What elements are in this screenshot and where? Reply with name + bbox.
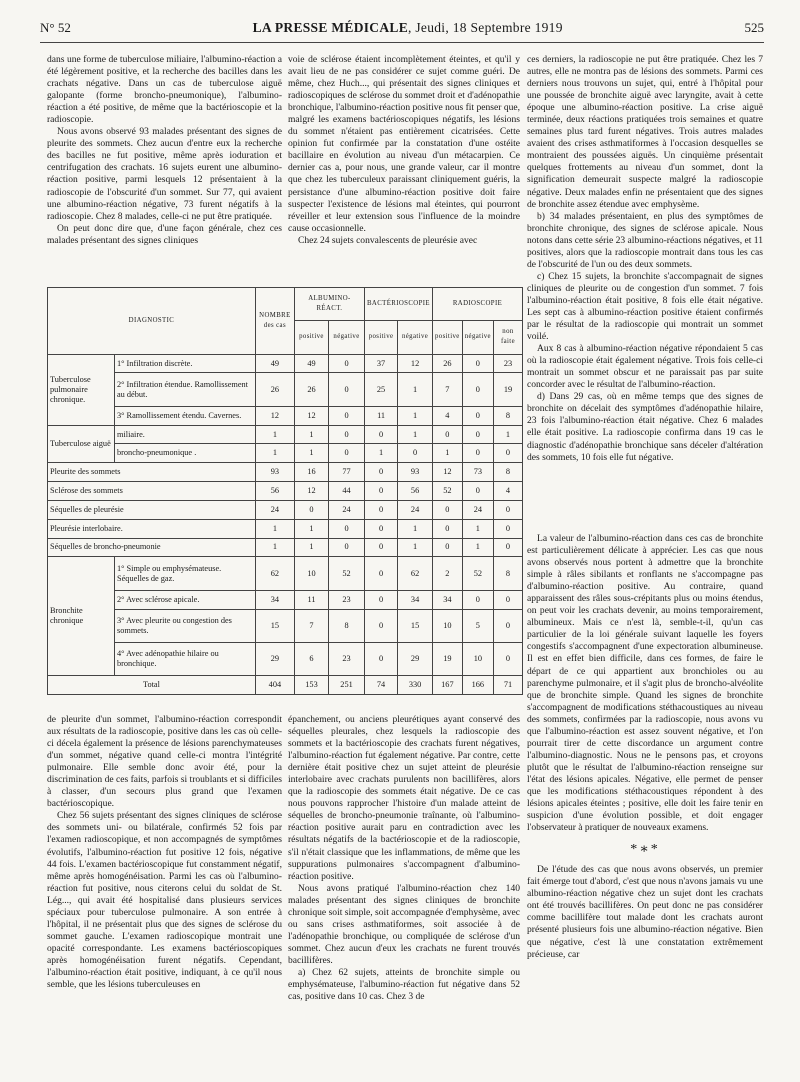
cell: 12 [433,463,463,482]
cell: 0 [329,354,365,373]
subheader-positive: positive [433,321,463,354]
row-label: Pleurite des sommets [48,463,256,482]
cell: 25 [364,373,397,406]
cell: 0 [433,538,463,557]
cell: 0 [364,557,397,590]
cell: 0 [364,609,397,642]
table-row [48,463,523,482]
cell: 44 [329,482,365,501]
cell: 23 [493,354,522,373]
section-separator: *∗* [630,842,660,858]
cell: 74 [364,676,397,695]
cell: 1 [294,519,328,538]
paragraph: Chez 56 sujets présentant des signes cliniques de sclérose des sommets uni- ou bilatérale, confirmés 52 fois par l'examen radioscopique, et non accompagnés de symptômes évolutifs, l'albumino-réaction fut positive 12 fois, négative 44 fois. L'examen bactérioscopique fut constamment négatif, même après homogénéisation. Parmi les cas où l'albumino-réaction fut positive, nous citerons celui du soldat de St. Lég..., qui avait été hospitalisé dans plusieurs services spéciaux pour tuberculose pulmonaire. A son entrée à l'hôpital, il ne présentait plus que des signes de sclérose du sommet gauche. L'examen radioscopique montrait une opacité correspondante. Les examens bactérioscopiques après homogénéisation furent négatifs. Cependant, l'albumino-réaction était positive, indiquant, à ce qu'il nous semble, que les lésions tuberculeuses en [47,810,282,991]
column-3-top [527,54,763,464]
column-1-bottom [47,714,282,991]
paragraph: épanchement, ou anciens pleurétiques ayant conservé des séquelles pleurales, chez lesquels la radioscopie des sommets et la bactérioscopie des crachats furent négatives, l'albumino-réaction fut également négative. Par contre, cette dernière était positive chez un sujet atteint de pleurésie interlobaire avec crachats purulents non bacillifères, alors que la radioscopie des sommets était négative. De ce cas nous pouvons rapprocher l'histoire d'un malade atteint de séquelles de broncho-pneumonie traînante, où l'albumino-réaction positive aurait paru en contradiction avec les résultats négatifs de la bactérioscopie et de la radioscopie, s'il n'était classique que les inflammations, de même que les suppurations pulmonaires s'accompagnent d'albumino-réaction positive. [288,714,520,882]
cell: 0 [433,500,463,519]
cell: 1 [462,538,493,557]
cell: 1 [493,425,522,444]
cell: 62 [255,557,294,590]
cell: 0 [462,354,493,373]
cell: 0 [329,519,365,538]
subheader-positive: positive [294,321,328,354]
cell: 93 [255,463,294,482]
group-tuberculose-aigue: Tuberculose aiguë [48,425,115,463]
paragraph: de pleurite d'un sommet, l'albumino-réaction correspondit aux résultats de la radioscopie, positive dans les cas où celle-ci décela également la présence de lésions parenchymateuses d'un sommet, négative quand celle-ci montra l'intégrité pulmonaire. Elle semble donc avoir été, pour la discrimination de ces faits, parfois si troublants et si difficiles à classer, d'un secours plus grand que l'examen bactérioscopique. [47,714,282,810]
paragraph: De l'étude des cas que nous avons observés, un premier fait émerge tout d'abord, c'est que nous n'avons jamais vu une albumino-réaction négative chez un sujet dont les crachats ont été trouvés bacillifères. On peut donc ne pas considérer comme bacillifère tout malade dont les crachats auront présenté plusieurs fois une albumino-réaction négative. Bien que négative, c'est là une constatation extrêmement précieuse, car [527,864,763,960]
cell: 2 [433,557,463,590]
cell: 1 [255,444,294,463]
cell: 29 [255,642,294,675]
cell: 26 [255,373,294,406]
cell: 26 [433,354,463,373]
cell: 1 [398,425,433,444]
cell: 1 [255,538,294,557]
cell: 10 [433,609,463,642]
paragraph: dans une forme de tuberculose miliaire, l'albumino-réaction a été légèrement positive, et la recherche des bacilles dans les crachats négative. Dans un cas de tuberculose aiguë galopante (forme broncho-pneumonique), l'albumino-réaction a été positive, de même que la bactérioscopie et la radioscopie. [47,54,282,126]
cell: 0 [364,538,397,557]
row-label: 1° Simple ou emphysémateuse. Séquelles de gaz. [115,557,256,590]
cell: 24 [255,500,294,519]
row-label: Total [48,676,256,695]
cell: 1 [398,373,433,406]
cell: 1 [294,425,328,444]
table-header-row [48,288,523,321]
table-row [48,642,523,675]
cell: 0 [462,425,493,444]
paragraph: Nous avons observé 93 malades présentant des signes de pleurite des sommets. Chez aucun d'entre eux la recherche des bacilles ne fut positive, même après ioduration et centrifugation des crachats. 16 sujets eurent une albumino-réaction positive, parmi lesquels 12 présentaient à la radioscopie de l'obscurité d'un sommet. Sur 77, qui avaient une albumino-réaction négative, 73 furent négatifs à la radioscopie. Chez 8 malades, celle-ci ne put être pratiquée. [47,126,282,222]
diagnostic-table [47,287,523,695]
cell: 12 [294,406,328,425]
cell: 166 [462,676,493,695]
cell: 26 [294,373,328,406]
cell: 19 [433,642,463,675]
table-row [48,354,523,373]
cell: 1 [255,519,294,538]
table-total-row [48,676,523,695]
cell: 0 [364,482,397,501]
paragraph: Chez 24 sujets convalescents de pleurésie avec [298,234,478,246]
paragraph: Aux 8 cas à albumino-réaction négative répondaient 5 cas où la radioscopie était également négative. Trois fois celle-ci montrait un sommet obscur et ne paraissait pas par suite concorder avec le résultat de l'albumino-réaction. [527,343,763,391]
paragraph: d) Dans 29 cas, où en même temps que des signes de bronchite on décelait des symptômes d'adénopathie hilaire, 23 fois l'albumino-réaction était négative. Chez 6 malades elle était positive. La radioscopie confirma dans 19 cas le diagnostic d'adénopathie bronchique sans déceler d'altération des sommets, 10 fois elle fut négative. [527,391,763,463]
cell: 12 [294,482,328,501]
journal-title [253,20,563,36]
paragraph: c) Chez 15 sujets, la bronchite s'accompagnait de signes cliniques de pleurite ou de congestion d'un sommet. 7 fois l'albumino-réaction était positive, 8 fois elle était négative. Les sept cas à albumino-réaction positive étaient confirmés par le résultat de la radioscopie qui montrait un sommet voilé. [527,270,763,343]
cell: 0 [462,590,493,609]
cell: 0 [398,444,433,463]
table-row [48,482,523,501]
cell: 0 [364,500,397,519]
cell: 0 [329,538,365,557]
header-diagnostic: DIAGNOSTIC [48,288,256,355]
cell: 0 [364,590,397,609]
cell: 49 [255,354,294,373]
cell: 1 [462,519,493,538]
cell: 0 [329,425,365,444]
issue-date: , Jeudi, 18 Septembre 1919 [408,20,563,35]
cell: 62 [398,557,433,590]
row-label: 4° Avec adénopathie hilaire ou bronchique. [115,642,256,675]
subheader-positive: positive [364,321,397,354]
paragraph: a) Chez 62 sujets, atteints de bronchite simple ou emphysémateuse, l'albumino-réaction fut négative dans 52 cas, positive dans 10 cas. Chez 3 de [288,966,520,1003]
cell: 1 [433,444,463,463]
table-row [48,557,523,590]
column-3-bottom [527,533,763,961]
table-row [48,373,523,406]
page-header [40,20,764,43]
table-row [48,425,523,444]
subheader-negative: négative [398,321,433,354]
row-label: 3° Ramollissement étendu. Cavernes. [115,406,256,425]
cell: 1 [398,519,433,538]
cell: 15 [398,609,433,642]
cell: 34 [433,590,463,609]
cell: 34 [398,590,433,609]
cell: 167 [433,676,463,695]
cell: 0 [364,425,397,444]
cell: 0 [462,444,493,463]
header-albumino: ALBUMINO-RÉACT. [294,288,364,321]
paragraph: On peut donc dire que, d'une façon générale, chez ces malades présentant des signes cliniques [47,222,282,246]
column-2-top [288,54,520,247]
row-label: Pleurésie interlobaire. [48,519,256,538]
cell: 1 [255,425,294,444]
subheader-negative: négative [462,321,493,354]
cell: 56 [398,482,433,501]
subheader-negative: négative [329,321,365,354]
cell: 15 [255,609,294,642]
cell: 0 [433,425,463,444]
cell: 153 [294,676,328,695]
cell: 19 [493,373,522,406]
cell: 29 [398,642,433,675]
row-label: Sclérose des sommets [48,482,256,501]
cell: 7 [294,609,328,642]
issue-number: N° 52 [40,20,71,35]
cell: 23 [329,642,365,675]
cell: 8 [493,557,522,590]
cell: 0 [364,519,397,538]
row-label: 2° Infiltration étendue. Ramollissement au début. [115,373,256,406]
table-row [48,538,523,557]
cell: 1 [294,444,328,463]
cell: 52 [433,482,463,501]
cell: 8 [329,609,365,642]
table-row [48,406,523,425]
header-nombre: NOMBRE des cas [255,288,294,355]
cell: 0 [462,406,493,425]
cell: 52 [329,557,365,590]
table-row [48,609,523,642]
cell: 23 [329,590,365,609]
cell: 1 [398,538,433,557]
cell: 12 [398,354,433,373]
cell: 11 [364,406,397,425]
cell: 24 [398,500,433,519]
cell: 251 [329,676,365,695]
row-label: Séquelles de pleurésie [48,500,256,519]
subheader-non-faite: non faite [493,321,522,354]
table-row [48,519,523,538]
group-bronchite-chronique: Bronchite chronique [48,557,115,676]
paragraph: b) 34 malades présentaient, en plus des symptômes de bronchite chronique, des signes de sclérose apicale. Nous notons dans cette série 23 albumino-réactions négatives, et 11 positives, alors que la radioscopie montrait dans tous les cas de l'obscurité de l'un ou des deux sommets. [527,210,763,270]
page-number: 525 [744,20,764,35]
cell: 0 [493,519,522,538]
paragraph: Nous avons pratiqué l'albumino-réaction chez 140 malades présentant des signes cliniques de bronchite chronique soit simple, soit accompagnée d'emphysème, avec ou sans crises asthmatiformes, soit associée à de l'adénopathie bronchique, ou compliquée de sclérose d'un sommet. Chez aucun d'eux les crachats ne furent trouvés bacillifères. [288,882,520,966]
header-radio: RADIOSCOPIE [433,288,523,321]
cell: 0 [493,538,522,557]
row-label: 3° Avec pleurite ou congestion des sommets. [115,609,256,642]
cell: 16 [294,463,328,482]
table-row [48,590,523,609]
cell: 24 [462,500,493,519]
column-1-top [47,54,282,247]
cell: 24 [329,500,365,519]
cell: 37 [364,354,397,373]
table-row [48,500,523,519]
cell: 5 [462,609,493,642]
cell: 8 [493,463,522,482]
cell: 12 [255,406,294,425]
cell: 0 [364,463,397,482]
cell: 404 [255,676,294,695]
paragraph: ces derniers, la radioscopie ne put être pratiquée. Chez les 7 autres, elle ne montra pas de lésions des sommets. Parmi ces derniers nous trouvons un sujet, qui, entré à l'hôpital pour une poussée de bronchite aiguë avec laryngite, avait à cette époque une albumino-réaction positive. La crise aiguë terminée, deux réactions pratiquées trois semaines et quatre semaines plus tard furent négatives. Trois autres malades avaient des crises asthmatiformes à l'occasion desquelles se montraient des poussées aiguës. Un cinquième présentait quelques frottements au niveau d'un sommet, dont la signification demeurait suspecte malgré la radioscopie négative. Deux malades enfin ne présentaient que des signes de bronchite assez étendue avec emphysème. [527,54,763,210]
cell: 0 [329,406,365,425]
cell: 1 [364,444,397,463]
cell: 6 [294,642,328,675]
cell: 0 [462,373,493,406]
cell: 0 [329,373,365,406]
cell: 93 [398,463,433,482]
cell: 0 [433,519,463,538]
row-label: miliaire. [115,425,256,444]
cell: 0 [493,609,522,642]
cell: 330 [398,676,433,695]
cell: 1 [294,538,328,557]
cell: 71 [493,676,522,695]
cell: 4 [433,406,463,425]
cell: 56 [255,482,294,501]
group-tuberculose-chronique: Tuberculose pulmonaire chronique. [48,354,115,425]
cell: 34 [255,590,294,609]
cell: 0 [462,482,493,501]
column-2-bottom [288,714,520,1003]
row-label: Séquelles de broncho-pneumonie [48,538,256,557]
cell: 0 [493,500,522,519]
row-label: 1° Infiltration discrète. [115,354,256,373]
row-label: 2° Avec sclérose apicale. [115,590,256,609]
paragraph: La valeur de l'albumino-réaction dans ces cas de bronchite est particulièrement délicate à apprécier. Les cas que nous avons observés nous portent à admettre que la bronchite simple à râles sibilants et ronflants ne s'accompagne pas d'albumino-réaction positive. Au contraire, quand apparaissent des râles sous-crépitants plus ou moins étendus, on peut voir les crachats devenir, au moins temporairement, albumineux. Mais ce n'est là, semble-t-il, qu'un cas particulier de la loi générale suivant laquelle les foyers congestifs s'accompagnent d'une expectoration albumineuse. Il est en effet bien difficile, dans ces formes, de faire le départ de ce qui appartient aux bronchioles ou au parenchyme pulmonaire, et il s'agit plus de broncho-alvéolite que de bronchite simple. Quand les signes de bronchite s'accompagnent de modifications stéthacoustiques au niveau des sommets, confirmées par la radioscopie, nous avons vu que l'albumino-réaction est assez souvent négative, et l'on pourrait tirer de cette discordance un argument contre l'albumino-diagnostic. Nous ne le pensons pas, et croyons plutôt que le résultat de l'albumino-réaction renseigne sur l'état des lésions apicales. Négative, elle permet de penser que les modifications stéthacoustiques répondent à des lésions apicales éteintes ; positive, elle doit les faire tenir en suspicion d'une évolution possible, et doit engager l'observateur à pratiquer de nouveaux examens. [527,533,763,834]
cell: 0 [364,642,397,675]
cell: 0 [493,590,522,609]
table-row [48,444,523,463]
cell: 10 [294,557,328,590]
cell: 52 [462,557,493,590]
cell: 73 [462,463,493,482]
cell: 49 [294,354,328,373]
cell: 7 [433,373,463,406]
paragraph: voie de sclérose étaient incomplètement éteintes, et qu'il y avait lieu de ne pas considérer ce sujet comme guéri. De même, chez Huch..., qui présentait des signes cliniques et radioscopiques de sclérose du sommet droit et d'adénopathie bronchique, l'albumino-réaction positive nous fit penser que, malgré les examens bactérioscopiques négatifs, les lésions du sommet n'étaient pas entièrement cicatrisées. Cette opinion fut confirmée par la constatation d'une ostéite bacillaire en évolution au niveau d'un métacarpien. Ce dernier cas a, pour nous, une grande valeur, car il montre que chez les tuberculeux paraissant cliniquement guéris, la persistance d'une albumino-réaction positive doit faire suspecter l'existence de lésions mal éteintes, qui pourront réveiller et leur extension sous l'influence de la moindre cause occasionnelle. [288,54,520,234]
cell: 1 [398,406,433,425]
cell: 4 [493,482,522,501]
header-bacterio: BACTÉRIOSCOPIE [364,288,432,321]
cell: 10 [462,642,493,675]
cell: 0 [493,444,522,463]
row-label: broncho-pneumonique . [115,444,256,463]
cell: 0 [493,642,522,675]
journal-name: LA PRESSE MÉDICALE [252,20,408,35]
cell: 77 [329,463,365,482]
cell: 11 [294,590,328,609]
cell: 0 [294,500,328,519]
cell: 0 [329,444,365,463]
cell: 8 [493,406,522,425]
